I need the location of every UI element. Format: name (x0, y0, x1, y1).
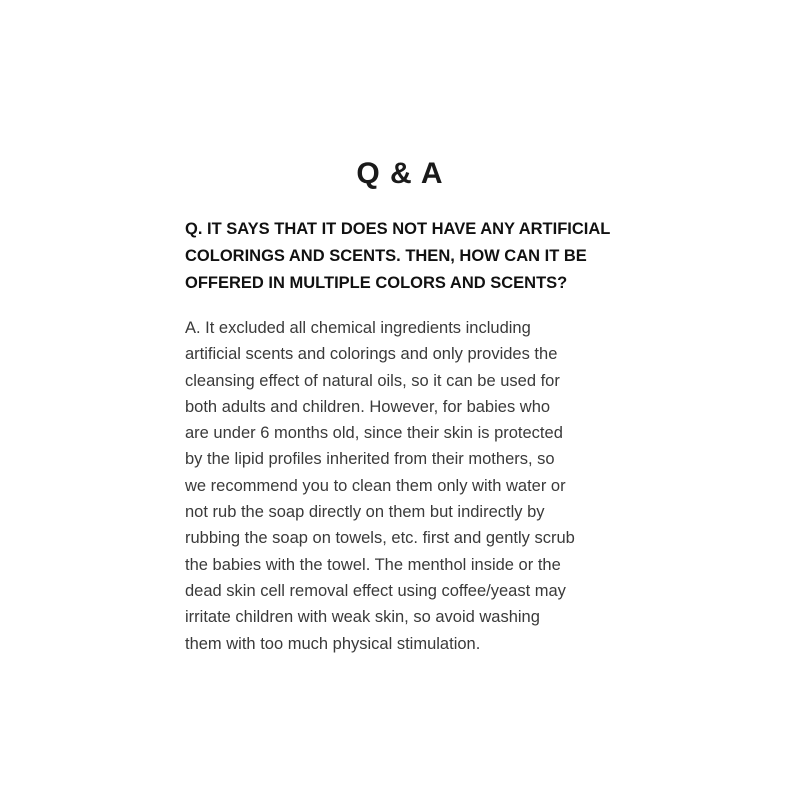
answer-line: by the lipid profiles inherited from their mothers, so (185, 450, 555, 469)
answer-line: A. It excluded all chemical ingredients including (185, 319, 531, 337)
answer-line: not rub the soap directly on them but indirectly by (185, 503, 545, 522)
page-title: Q & A (356, 157, 444, 190)
answer-line: cleansing effect of natural oils, so it can be used for (185, 371, 560, 390)
question-line: Q. IT SAYS THAT IT DOES NOT HAVE ANY ARTIFICIAL (185, 220, 611, 238)
answer-line: both adults and children. However, for babies who (185, 397, 551, 416)
answer-line: the babies with the towel. The menthol inside or the (185, 555, 561, 574)
answer-line: artificial scents and colorings and only provides the (185, 345, 558, 364)
answer-line: them with too much physical stimulation. (185, 634, 481, 653)
question-text (185, 216, 610, 297)
question-line: COLORINGS AND SCENTS. THEN, HOW CAN IT BE (185, 247, 587, 265)
answer-line: dead skin cell removal effect using coffee/yeast may (185, 581, 566, 600)
question-line: OFFERED IN MULTIPLE COLORS AND SCENTS? (185, 274, 568, 292)
answer-line: rubbing the soap on towels, etc. first and gently scrub (185, 529, 575, 548)
answer-line: irritate children with weak skin, so avoid washing (185, 608, 540, 627)
answer-line: we recommend you to clean them only with water or (185, 476, 566, 495)
answer-line: are under 6 months old, since their skin is protected (185, 424, 563, 443)
answer-text (185, 315, 575, 657)
